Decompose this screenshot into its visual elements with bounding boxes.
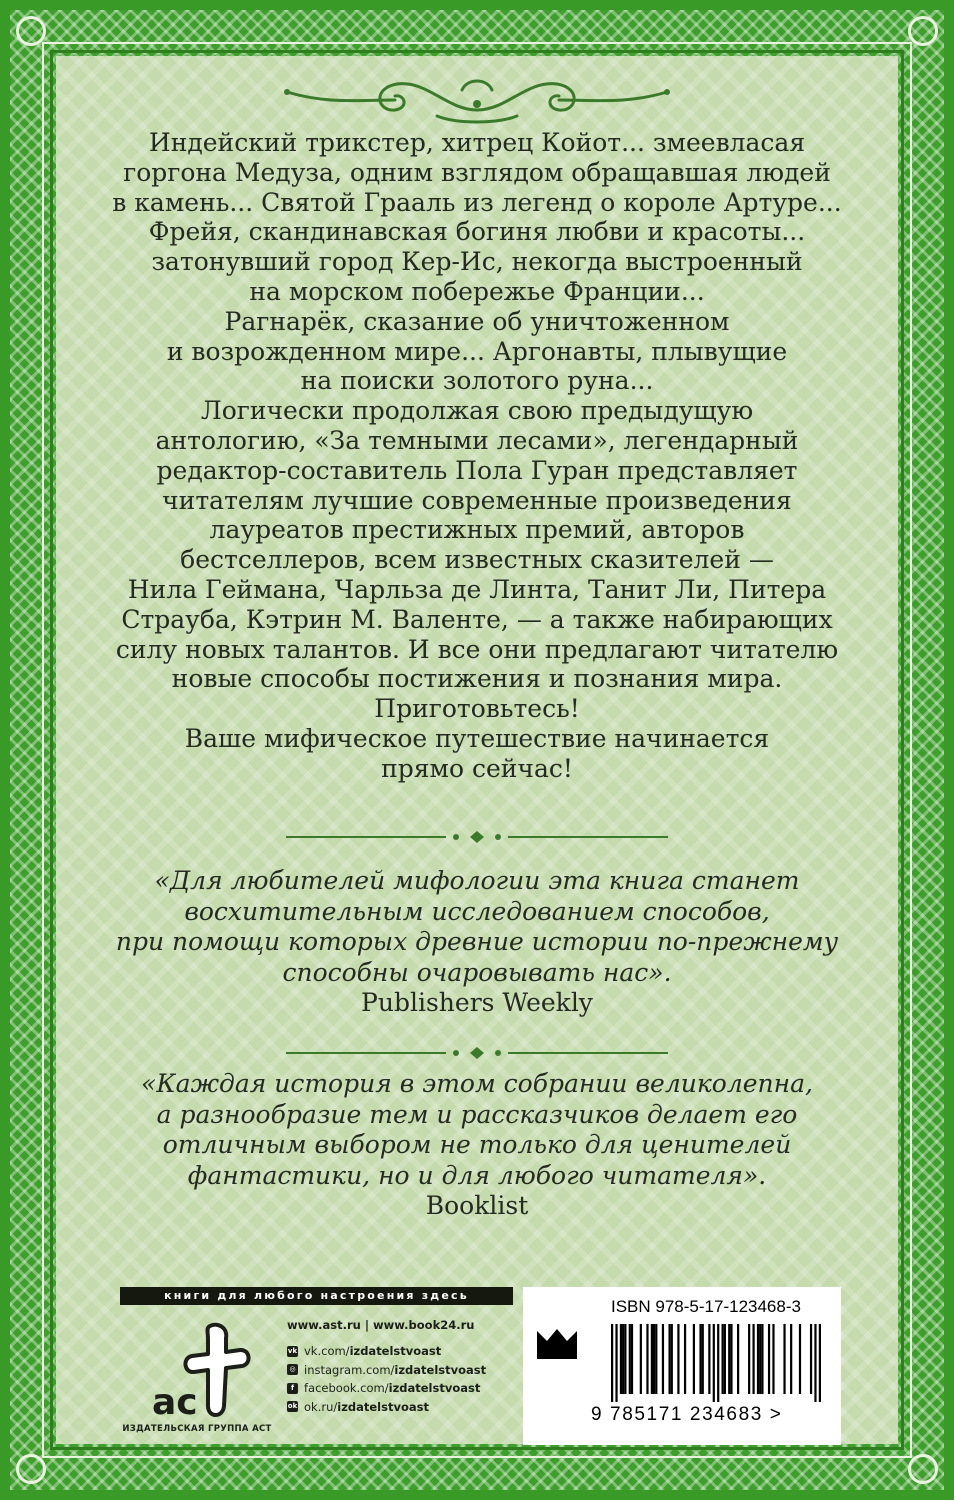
description-line: Логически продолжая свою предыдущую [200,396,754,426]
social-link-domain: instagram.com/ [304,1362,395,1377]
description-line: Приготовьтесь! [374,694,580,724]
barcode-bar [702,1324,704,1394]
social-link-domain: ok.ru/ [304,1399,338,1414]
barcode-bar [819,1324,821,1402]
barcode-bar [646,1324,648,1394]
description-line: Индейский трикстер, хитрец Койот... змеевласая [148,128,806,157]
barcode-bar [748,1324,750,1394]
publisher-links [287,1318,517,1416]
barcode-bar [677,1324,679,1394]
social-link-text [304,1363,486,1377]
social-link-handle: izdatelstvoast [394,1362,487,1377]
barcode-bar [671,1324,673,1394]
barcode-bar [722,1324,724,1394]
description-line: силу новых талантов. И все они предлагают читателю [115,634,839,664]
barcode-bar [640,1324,642,1394]
barcode-bar [699,1324,701,1394]
logo-caption: ИЗДАТЕЛЬСКАЯ ГРУППА АСТ [122,1424,272,1434]
barcode-bar [730,1324,732,1394]
flourish-ornament-icon [277,70,677,130]
description-line: Нила Геймана, Чарльза де Линта, Танит Ли, Питера [127,574,827,604]
quote-source: Publishers Weekly [361,988,593,1017]
quote-line: «Для любителей мифологии эта книга станет [154,866,800,895]
corner-ornament-bottom-left [16,1454,46,1484]
facebook-icon: f [287,1383,298,1394]
barcode-bar [752,1324,754,1394]
social-link-facebook[interactable] [287,1379,517,1398]
barcode-bar [615,1324,617,1402]
barcode-digits: 9 785171 234683 > [591,1404,783,1425]
barcode-bar [737,1324,739,1394]
barcode-bar [653,1324,655,1394]
barcode-bar [622,1324,624,1394]
barcode-bar [651,1324,653,1394]
social-link-vk[interactable] [287,1342,517,1361]
barcode-bar [713,1324,715,1402]
barcode-bar [759,1324,761,1394]
barcode-bar [708,1324,710,1394]
barcode-bar [717,1324,719,1402]
social-link-text [304,1400,429,1414]
social-links-list [287,1342,517,1416]
social-link-handle: izdatelstvoast [349,1344,442,1359]
barcode-bar [631,1324,633,1394]
review-quote-2 [100,1069,854,1222]
social-link-handle: izdatelstvoast [388,1381,481,1396]
description-line: Ваше мифическое путешествие начинается [184,723,770,753]
barcode-bar [693,1324,695,1394]
review-quote-1 [100,866,854,1019]
description-line: горгона Медуза, одним взглядом обращавшая людей [123,157,831,187]
barcode-bar [724,1324,726,1394]
description-text [100,128,854,784]
ast-logo-icon [122,1318,272,1428]
barcode-bar [684,1324,686,1394]
barcode-bar [620,1324,622,1394]
social-link-text [304,1344,441,1358]
barcode-bar [799,1324,801,1394]
barcode-bar [772,1324,774,1394]
description-line: на морском побережье Франции... [249,276,705,306]
description-line: бестселлеров, всем известных сказителей — [180,545,774,575]
description-line: Фрейя, скандинавская богиня любви и красоты... [148,217,806,247]
description-line: на поиски золотого руна... [300,366,654,396]
barcode-bar [728,1324,730,1394]
quote-line: отличным выбором не только для ценителей [162,1130,792,1159]
barcode-bar [790,1324,792,1394]
corner-ornament-top-left [16,16,46,46]
barcode-bar [668,1324,670,1394]
social-link-instagram[interactable] [287,1361,517,1380]
publisher-tagline: книги для любого настроения здесь [120,1287,513,1305]
corner-ornament-top-right [908,16,938,46]
barcode-bar [624,1324,626,1394]
description-line: лауреатов престижных премий, авторов [209,515,745,545]
barcode-bar [814,1324,816,1402]
description-line: новые способы постижения и познания мира. [171,664,783,694]
description-line: Рагнарёк, сказание об уничтоженном [224,306,730,336]
barcode-bar [768,1324,770,1394]
barcode-bar [761,1324,763,1394]
corner-ornament-bottom-right [908,1454,938,1484]
description-line: антологию, «За темными лесами», легендарный [155,425,799,455]
quote-line: способны очаровывать нас». [282,957,672,987]
barcode [611,1324,821,1402]
description-line: в камень... Святой Грааль из легенд о короле Артуре... [112,187,842,217]
quote-line: фантастики, но и для любого читателя». [187,1160,767,1190]
social-link-handle: izdatelstvoast [337,1399,429,1414]
social-link-domain: vk.com/ [304,1344,350,1359]
logo-letters: ас [152,1382,198,1423]
description-line: прямо сейчас! [381,753,573,783]
barcode-bar [810,1324,812,1394]
quote-line: при помощи которых древние истории по-прежнему [115,927,839,956]
description-line: затонувший город Кер-Ис, некогда выстроенный [151,247,803,277]
vk-icon: vk [287,1346,298,1355]
social-link-odnoklassniki[interactable] [287,1398,517,1417]
description-line: и возрожденном мире... Аргонавты, плывущие [166,336,788,366]
quote-source: Booklist [425,1191,529,1220]
description-line: Страуба, Кэтрин М. Валенте, — а также набирающих [121,604,833,634]
quote-line: «Каждая история в этом собрании великолепна, [141,1069,813,1098]
odnoklassniki-icon: ok [287,1402,298,1411]
instagram-icon: ◎ [287,1364,298,1375]
quote-line: восхитительным исследованием способов, [184,896,770,926]
barcode-bar [662,1324,664,1394]
description-line: редактор-составитель Пола Гуран представляет [156,455,798,485]
isbn-panel [523,1287,841,1445]
barcode-bar [757,1324,759,1394]
social-link-domain: facebook.com/ [304,1381,389,1396]
crown-icon [535,1327,579,1363]
divider-ornament [286,1047,668,1059]
quote-line: а разнообразие тем и рассказчиков делает его [156,1099,798,1129]
isbn-number: ISBN 978-5-17-123468-3 [611,1297,801,1316]
divider-ornament [286,831,668,843]
publisher-sites: www.ast.ru | www.book24.ru [287,1318,475,1332]
barcode-bar [611,1324,613,1402]
barcode-bar [629,1324,631,1394]
barcode-bar [783,1324,785,1394]
barcode-bar [655,1324,657,1394]
social-link-text [304,1381,480,1395]
description-line: читателям лучшие современные произведения [162,485,792,515]
